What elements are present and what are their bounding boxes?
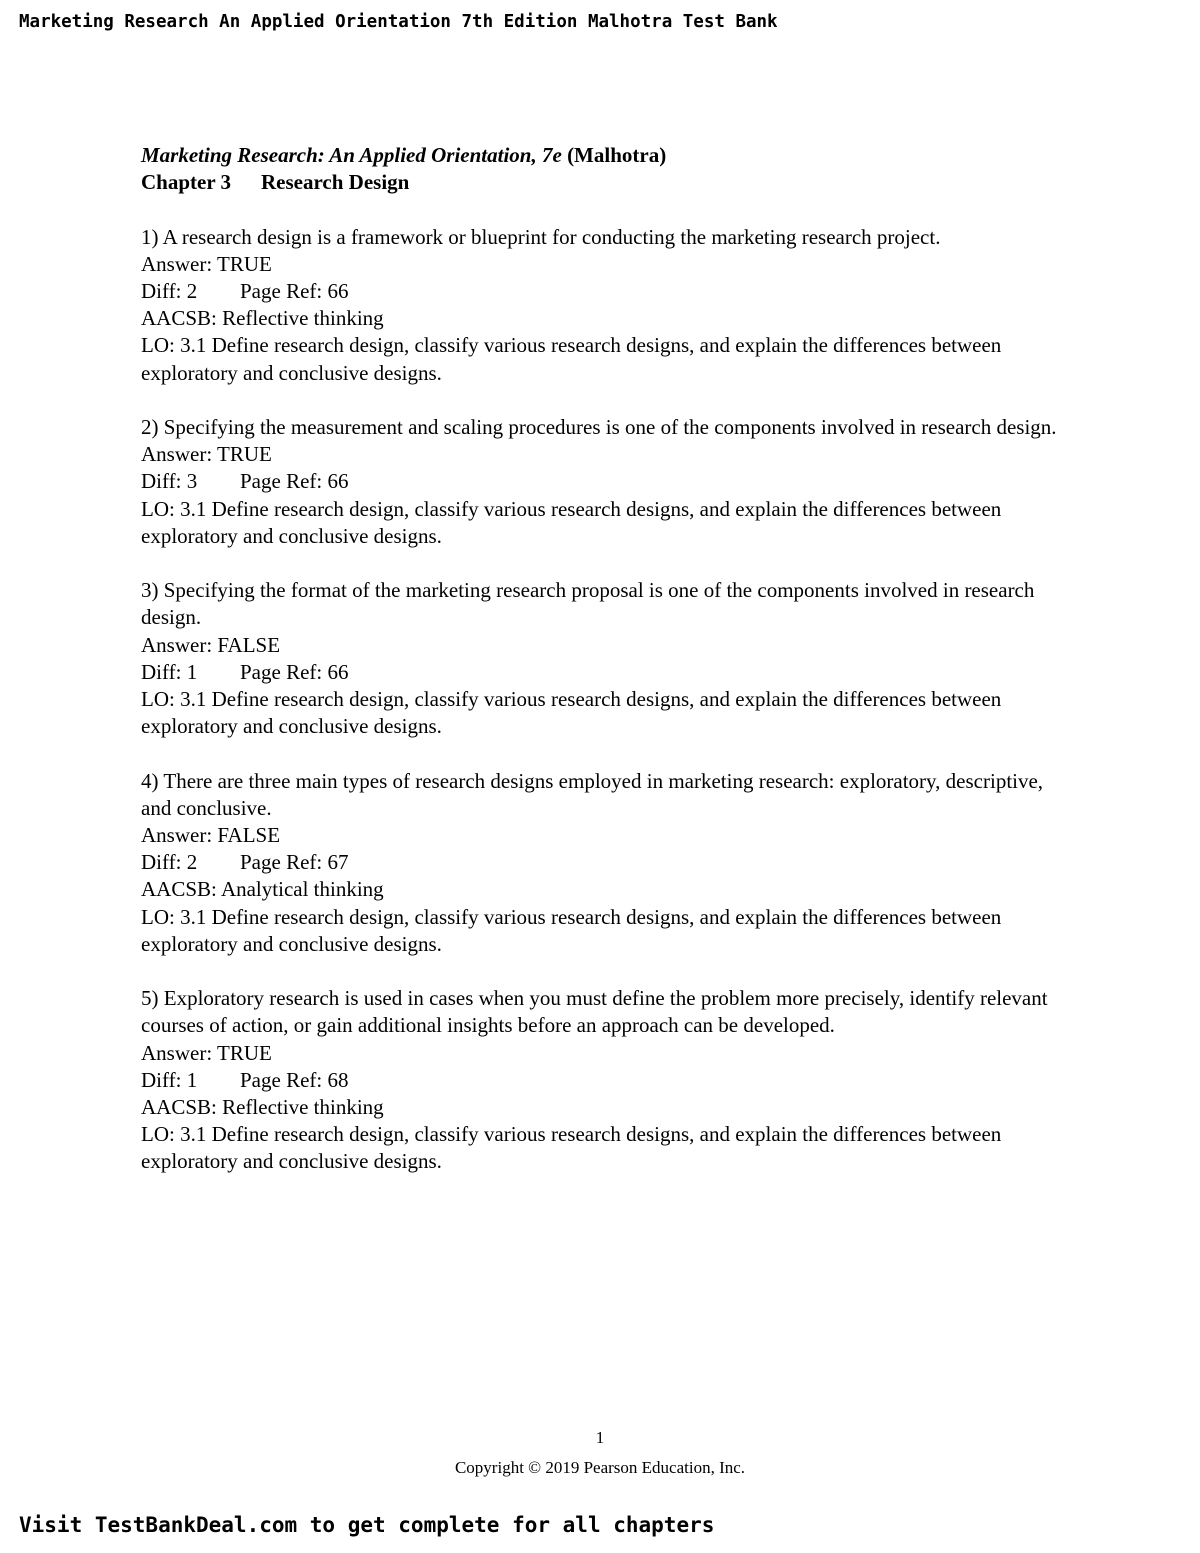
page-number: 1 bbox=[595, 1428, 605, 1447]
question-difficulty-row bbox=[141, 1067, 1071, 1094]
question-page-ref: Page Ref: 66 bbox=[240, 659, 349, 684]
banner-top: Marketing Research An Applied Orientation 7th Edition Malhotra Test Bank bbox=[19, 12, 778, 32]
question-learning-objective: LO: 3.1 Define research design, classify various research designs, and explain the differences between exploratory and conclusive designs. bbox=[141, 904, 1002, 956]
question-text: 2) Specifying the measurement and scaling procedures is one of the components involved in research design. bbox=[141, 415, 1057, 439]
question-answer: Answer: TRUE bbox=[141, 1040, 272, 1065]
question-item bbox=[141, 577, 1071, 740]
question-item bbox=[141, 224, 1071, 387]
question-page-ref: Page Ref: 68 bbox=[240, 1067, 349, 1092]
question-learning-objective: LO: 3.1 Define research design, classify various research designs, and explain the differences between exploratory and conclusive designs. bbox=[141, 1122, 1002, 1174]
document-body bbox=[141, 142, 1071, 1203]
question-answer: Answer: FALSE bbox=[141, 823, 281, 848]
question-text: 5) Exploratory research is used in cases when you must define the problem more precisely, identify relevant courses of action, or gain additional insights before an approach can be developed. bbox=[141, 986, 1048, 1038]
question-item bbox=[141, 768, 1071, 958]
question-learning-objective: LO: 3.1 Define research design, classify various research designs, and explain the differences between exploratory and conclusive designs. bbox=[141, 496, 1002, 548]
question-item bbox=[141, 414, 1071, 550]
banner-bottom: Visit TestBankDeal.com to get complete for all chapters bbox=[19, 1513, 715, 1537]
question-difficulty: Diff: 2 bbox=[141, 850, 198, 875]
question-item bbox=[141, 985, 1071, 1175]
document-header bbox=[141, 142, 1071, 196]
question-page-ref: Page Ref: 67 bbox=[240, 850, 349, 875]
question-answer: Answer: TRUE bbox=[141, 442, 272, 467]
question-text: 3) Specifying the format of the marketing research proposal is one of the components involved in research design. bbox=[141, 578, 1035, 630]
question-text: 4) There are three main types of research designs employed in marketing research: exploratory, descriptive, and conclusive. bbox=[141, 768, 1044, 820]
question-difficulty: Diff: 1 bbox=[141, 1067, 198, 1092]
question-aacsb: AACSB: Reflective thinking bbox=[141, 306, 384, 331]
question-difficulty-row bbox=[141, 659, 1071, 686]
question-answer: Answer: FALSE bbox=[141, 632, 281, 657]
question-difficulty: Diff: 3 bbox=[141, 469, 198, 494]
question-page-ref: Page Ref: 66 bbox=[240, 469, 349, 494]
question-learning-objective: LO: 3.1 Define research design, classify various research designs, and explain the differences between exploratory and conclusive designs. bbox=[141, 687, 1002, 739]
chapter-number: Chapter 3 bbox=[141, 170, 232, 195]
question-aacsb: AACSB: Analytical thinking bbox=[141, 877, 384, 902]
question-learning-objective: LO: 3.1 Define research design, classify various research designs, and explain the differences between exploratory and conclusive designs. bbox=[141, 333, 1002, 385]
question-answer: Answer: TRUE bbox=[141, 251, 272, 276]
chapter-title: Research Design bbox=[261, 170, 410, 195]
question-difficulty: Diff: 2 bbox=[141, 279, 198, 303]
book-title: Marketing Research: An Applied Orientation, 7e bbox=[141, 143, 562, 167]
question-aacsb: AACSB: Reflective thinking bbox=[141, 1095, 384, 1120]
question-difficulty: Diff: 1 bbox=[141, 659, 198, 684]
question-text: 1) A research design is a framework or blueprint for conducting the marketing research project. bbox=[141, 224, 941, 249]
question-difficulty-row bbox=[141, 468, 1071, 495]
question-difficulty-row bbox=[141, 278, 1071, 305]
question-difficulty-row bbox=[141, 849, 1071, 876]
question-page-ref: Page Ref: 66 bbox=[240, 279, 349, 303]
copyright-notice: Copyright © 2019 Pearson Education, Inc. bbox=[454, 1458, 746, 1477]
book-author: (Malhotra) bbox=[567, 143, 667, 167]
book-title-line bbox=[141, 142, 1071, 169]
chapter-heading bbox=[141, 169, 1071, 196]
